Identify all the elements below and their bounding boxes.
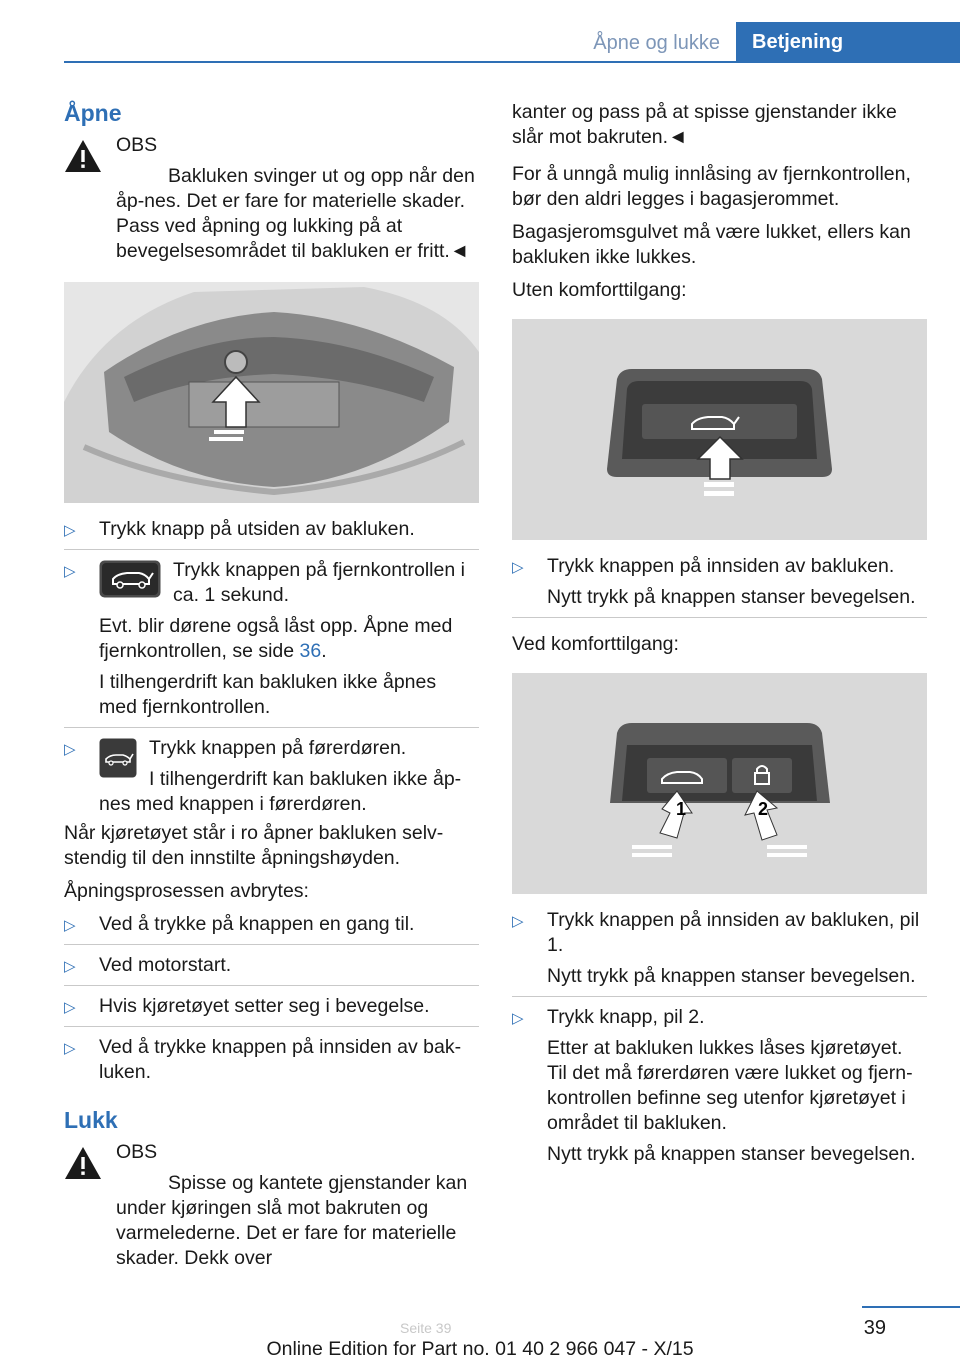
driver-door-button-icon [99, 738, 137, 778]
remote-storage-note: For å unngå mulig innlåsing av fjernkontrollen, bør den aldri legges i bagasjerommet. [512, 163, 911, 210]
floor-note: Bagasjeromsgulvet må være lukket, ellers kan bakluken ikke lukkes. [512, 221, 911, 268]
driver-door-note: I tilhengerdrift kan bakluken ikke åp-nes med knappen i førerdøren. [99, 768, 462, 815]
auto-open-paragraph: Når kjøretøyet står i ro åpner bakluken selv-stendig til den innstilte åpningshøyden. [64, 822, 444, 869]
header-section-title: Åpne og lukke [593, 32, 720, 54]
warning-icon [64, 139, 102, 173]
list-item: ▷ Trykk knapp, pil 2. Etter at bakluken lukkes låses kjøretøyet. Til det må førerdøren være lukket og fjern-kontrollen befinne seg utenfor kjøretøyet i området til bakluken. Nytt trykk på knappen stanser bevegelsen. [512, 1005, 927, 1167]
warning-box-open [64, 133, 479, 264]
arrow-label-2: 2 [758, 799, 769, 819]
comfort-list [512, 908, 927, 1167]
obs-text: Bakluken svinger ut og opp når den åp-nes. Det er fare for materielle skader. Pass ved åpning og lukking på at bevegelsesområdet til bakluken er fritt.◄ [116, 165, 475, 262]
obs-text: Spisse og kantete gjenstander kan under kjøringen slå mot bakruten og varmelederne. Det er fare for materielle skader. Dekk over [116, 1172, 468, 1269]
page-number: 39 [863, 1317, 886, 1339]
list-item: ▷ Ved å trykke på knappen en gang til. [64, 912, 479, 945]
obs-label: OBS [116, 134, 158, 156]
triangle-bullet-icon: ▷ [64, 522, 76, 539]
header-chapter-label: Betjening [752, 31, 844, 53]
header-chapter-tab[interactable] [736, 22, 960, 63]
inside-button-illustration [512, 319, 927, 540]
list-item: ▷ Trykk knappen på innsiden av bakluken. Nytt trykk på knappen stanser bevegelsen. [512, 554, 927, 618]
list-item: ▷ Ved motorstart. [64, 953, 479, 986]
page-number-rule [862, 1306, 960, 1308]
triangle-bullet-icon: ▷ [64, 999, 76, 1016]
triangle-bullet-icon: ▷ [64, 741, 76, 758]
list-item: ▷ Trykk knapp på utsiden av bakluken. [64, 517, 479, 550]
arrow-label-1: 1 [676, 799, 687, 819]
warning-continuation: kanter og pass på at spisse gjenstander ikke slår mot bakruten.◄ [512, 101, 897, 148]
comfort-access-label: Ved komforttilgang: [512, 633, 679, 655]
list-item-remote: ▷ Trykk knappen på fjernkontrollen i ca. 1 sekund. Evt. blir dørene også låst opp. Åpne med fjernkontrollen, se side 36. I tilhengerdrift kan bakluken ikke åpnes med fjernkontrollen. [64, 558, 479, 728]
header-rule [64, 61, 960, 63]
no-comfort-access-label: Uten komforttilgang: [512, 279, 687, 301]
triangle-bullet-icon: ▷ [64, 1040, 76, 1057]
page-link[interactable]: 36 [299, 640, 322, 662]
list-item: ▷ Hvis kjøretøyet setter seg i bevegelse. [64, 994, 479, 1027]
abort-intro: Åpningsprosessen avbrytes: [64, 880, 309, 902]
open-heading: Åpne [64, 100, 122, 126]
triangle-bullet-icon: ▷ [64, 958, 76, 975]
remote-note-2: I tilhengerdrift kan bakluken ikke åpnes med fjernkontrollen. [99, 671, 437, 718]
list-item-driver-door: ▷ Trykk knappen på førerdøren. I tilhengerdrift kan bakluken ikke åp-nes med knappen i førerdøren. [64, 736, 479, 817]
list-item-note: Etter at bakluken lukkes låses kjøretøyet. Til det må førerdøren være lukket og fjern-kontrollen befinne seg utenfor kjøretøyet i området til bakluken. [547, 1037, 913, 1134]
warning-icon [64, 1146, 102, 1180]
open-methods-list [64, 517, 479, 817]
left-column [64, 100, 479, 1271]
remote-trunk-button-icon [99, 560, 161, 598]
triangle-bullet-icon: ▷ [64, 917, 76, 934]
triangle-bullet-icon: ▷ [64, 563, 76, 580]
abort-list [64, 912, 479, 1085]
list-item-note: Nytt trykk på knappen stanser bevegelsen. [547, 1143, 916, 1165]
triangle-bullet-icon: ▷ [512, 559, 524, 576]
list-item-note: Nytt trykk på knappen stanser bevegelsen. [547, 586, 916, 608]
obs-label: OBS [116, 1141, 158, 1163]
list-item: ▷ Ved å trykke knappen på innsiden av bak-luken. [64, 1036, 462, 1083]
list-item-note: Nytt trykk på knappen stanser bevegelsen. [547, 965, 916, 987]
warning-box-close [64, 1140, 479, 1271]
comfort-buttons-illustration [512, 673, 927, 894]
triangle-bullet-icon: ▷ [512, 913, 524, 930]
right-column [512, 100, 927, 1175]
close-heading: Lukk [64, 1107, 118, 1133]
remote-note-1: Evt. blir dørene også låst opp. Åpne med fjernkontrollen, se side 36. [99, 615, 453, 662]
triangle-bullet-icon: ▷ [512, 1010, 524, 1027]
footer-watermark: Seite 39 [400, 1320, 452, 1336]
no-comfort-list [512, 554, 927, 618]
car-rear-illustration [64, 282, 479, 503]
list-item: ▷ Trykk knappen på innsiden av bakluken, pil 1. Nytt trykk på knappen stanser bevegelsen. [512, 908, 927, 997]
footer-edition: Online Edition for Part no. 01 40 2 966 047 - X/15 [266, 1338, 694, 1360]
